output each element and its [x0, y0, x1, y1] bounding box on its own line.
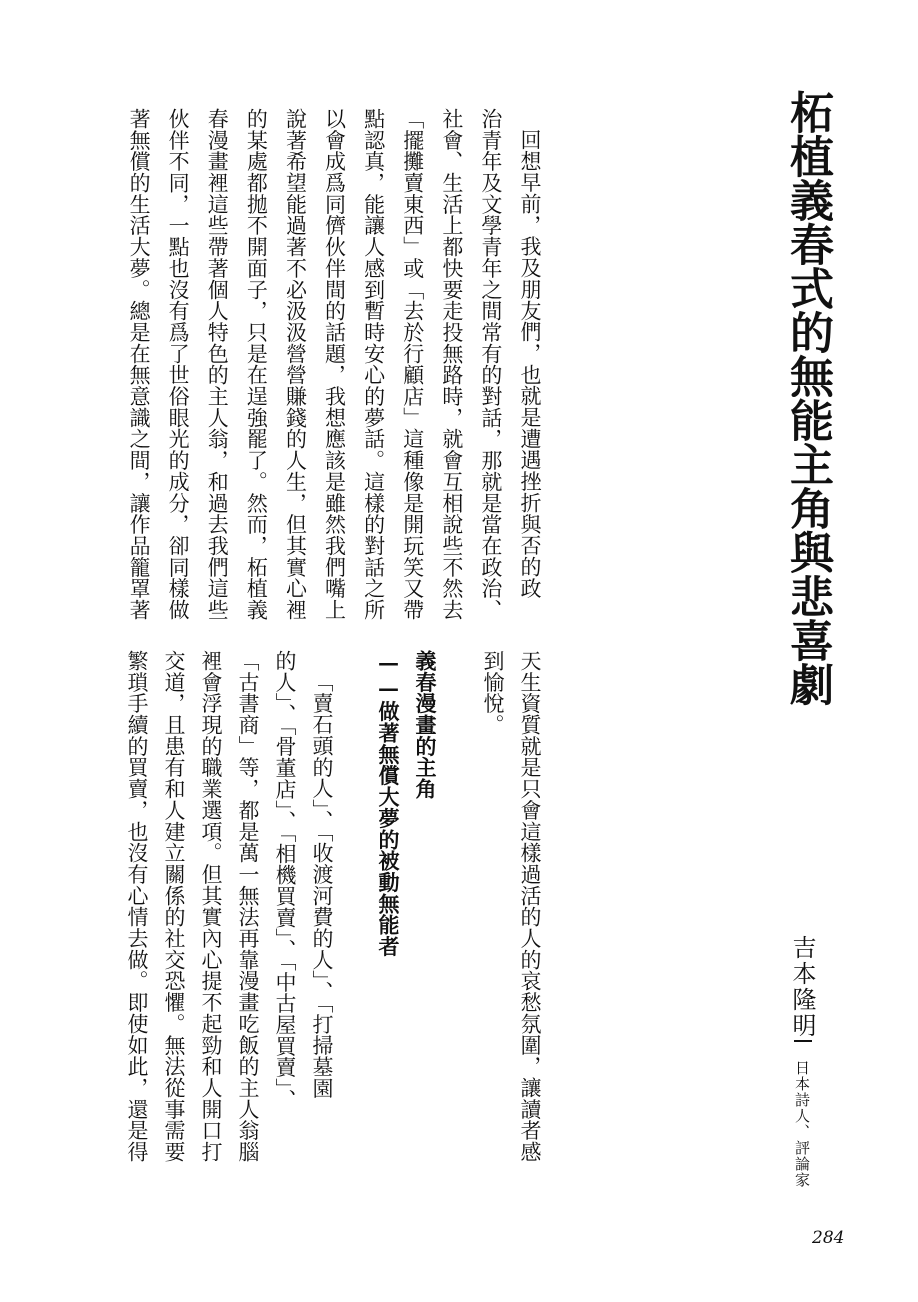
- author-separator: [794, 1040, 812, 1042]
- text-line: 回想早前，我及朋友們，也就是遭遇挫折與否的政: [518, 129, 542, 599]
- text-line: 的人」、「骨董店」、「相機買賣」、「中古屋買賣」、: [273, 650, 297, 1111]
- page-number: 284: [812, 1228, 845, 1248]
- body-text-lower: [110, 650, 540, 1190]
- text-line: 的某處都拋不開面子，只是在逞強罷了。然而，柘植義: [244, 108, 269, 621]
- text-line: 以會成爲同儕伙伴間的話題，我想應該是雖然我們嘴上: [322, 108, 347, 621]
- text-line: 交道，且患有和人建立關係的社交恐懼。無法從事需要: [162, 650, 186, 1163]
- section-subheading: ——做著無償大夢的被動無能者: [376, 650, 401, 957]
- text-line: 「古書商」等，都是萬一無法再靠漫畫吃飯的主人翁腦: [236, 650, 260, 1163]
- blank-line: [348, 650, 362, 1190]
- text-line: 伙伴不同，一點也沒有爲了世俗眼光的成分，卻同樣做: [166, 108, 191, 621]
- text-line: 治青年及文學青年之間常有的對話，那就是當在政治、: [478, 108, 503, 621]
- text-line: 春漫畫裡這些帶著個人特色的主人翁，和過去我們這些: [205, 108, 230, 621]
- chapter-title: 柘植義春式的無能主角與悲喜劇: [782, 90, 833, 706]
- text-line: 著無償的生活大夢。總是在無意識之間，讓作品籠罩著: [127, 108, 152, 621]
- author-name: 吉本隆明: [788, 935, 816, 1039]
- blank-line: [452, 650, 466, 1190]
- text-line: 到愉悅。: [481, 650, 505, 736]
- text-line: 繁瑣手續的買賣，也沒有心情去做。即使如此，還是得: [125, 650, 149, 1163]
- text-line: 社會、生活上都快要走投無路時，就會互相說些不然去: [439, 108, 464, 621]
- text-line: 說著希望能過著不必汲汲營營賺錢的人生，但其實心裡: [283, 108, 308, 621]
- section-heading: 義春漫畫的主角: [413, 650, 438, 800]
- text-line: 天生資質就是只會這樣過活的人的哀愁氛圍，讓讀者感: [518, 650, 542, 1163]
- text-line: 裡會浮現的職業選項。但其實內心提不起勁和人開口打: [199, 650, 223, 1163]
- body-text-upper: [110, 108, 542, 621]
- text-line: 點認真，能讓人感到暫時安心的夢話。這樣的對話之所: [361, 108, 386, 621]
- text-line: 「擺攤賣東西」或「去於行顧店」這種像是開玩笑又帶: [400, 108, 425, 621]
- text-line: 「賣石頭的人」、「收渡河費的人」、「打掃墓園: [310, 671, 334, 1099]
- author-role: 日本詩人、評論家: [793, 1060, 811, 1188]
